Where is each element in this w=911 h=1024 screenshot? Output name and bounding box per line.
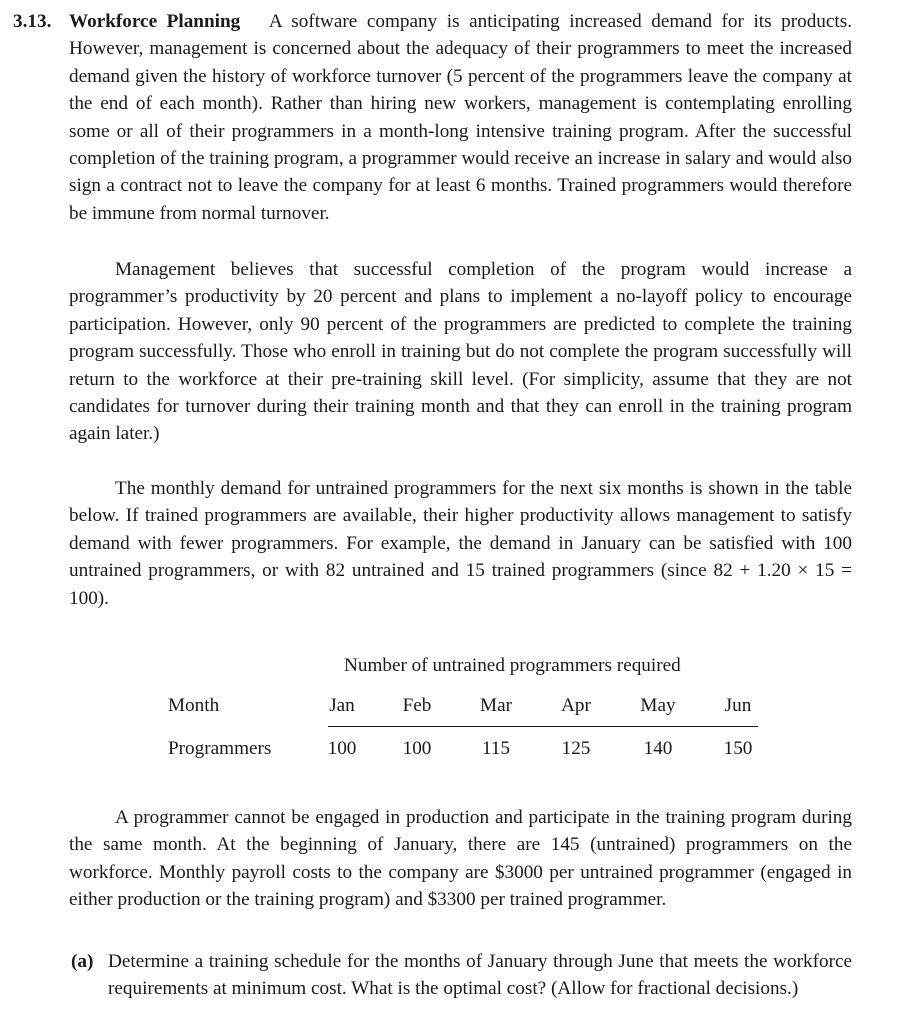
value-mar: 115 bbox=[481, 738, 511, 759]
value-jan: 100 bbox=[327, 738, 357, 759]
problem-paragraph-3 bbox=[69, 475, 852, 612]
month-feb: Feb bbox=[402, 695, 432, 716]
table-header-row bbox=[168, 692, 758, 720]
subquestion-a bbox=[71, 948, 852, 1003]
month-header: Month bbox=[168, 695, 220, 716]
paragraph-4-text: A programmer cannot be engaged in production and participate in the training program during the same month. At the beginning of January, there are 145 (untrained) programmers on the workforce. Monthly payroll costs to the company are $3000 per untrained programmer (engaged in either production or the training program) and $3300 per trained programmer. bbox=[69, 807, 852, 911]
month-mar: Mar bbox=[480, 695, 512, 716]
month-jan: Jan bbox=[329, 695, 355, 716]
table-divider bbox=[328, 726, 758, 727]
problem-title: Workforce Planning bbox=[69, 11, 241, 32]
table-caption: Number of untrained programmers required bbox=[344, 655, 681, 676]
problem-paragraph-1 bbox=[13, 8, 853, 227]
subquestion-text: Determine a training schedule for the months of January through June that meets the workforce requirements at minimum cost. What is the optimal cost? (Allow for fractional decisions.) bbox=[108, 951, 852, 1000]
value-jun: 150 bbox=[723, 738, 753, 759]
month-jun: Jun bbox=[724, 695, 752, 716]
programmers-label: Programmers bbox=[168, 738, 272, 759]
subquestion-label: (a) bbox=[71, 951, 94, 972]
problem-paragraph-4 bbox=[69, 804, 852, 914]
problem-paragraph-2 bbox=[69, 256, 852, 448]
paragraph-1-text: A software company is anticipating increased demand for its products. However, management is concerned about the adequacy of their programmers to meet the increased demand given the history of workforce turnover (5 percent of the programmers leave the company at the end of each month). Rather than hiring new workers, management is contemplating enrolling some or all of their programmers in a month-long intensive training program. After the successful completion of the training program, a programmer would receive an increase in salary and would also sign a contract not to leave the company for at least 6 months. Trained programmers would therefore be immune from normal turnover. bbox=[69, 11, 853, 224]
paragraph-2-text: Management believes that successful completion of the program would increase a programmer’s productivity by 20 percent and plans to implement a no-layoff policy to encourage participation. However, only 90 percent of the programmers are predicted to complete the training program successfully. Those who enroll in training but do not complete the program successfully will return to the workforce at their pre-training skill level. (For simplicity, assume that they are not candidates for turnover during their training month and that they can enroll in the training program again later.) bbox=[69, 259, 852, 445]
value-apr: 125 bbox=[561, 738, 591, 759]
paragraph-3-text: The monthly demand for untrained programmers for the next six months is shown in the table below. If trained programmers are available, their higher productivity allows management to satisfy demand with fewer programmers. For example, the demand in January can be satisfied with 100 untrained programmers, or with 82 untrained and 15 trained programmers (since 82 + 1.20 × 15 = 100). bbox=[69, 478, 852, 609]
problem-number: 3.13. bbox=[13, 11, 52, 32]
month-may: May bbox=[640, 695, 676, 716]
month-apr: Apr bbox=[561, 695, 591, 716]
table-row bbox=[168, 735, 758, 763]
value-feb: 100 bbox=[402, 738, 432, 759]
value-may: 140 bbox=[643, 738, 673, 759]
